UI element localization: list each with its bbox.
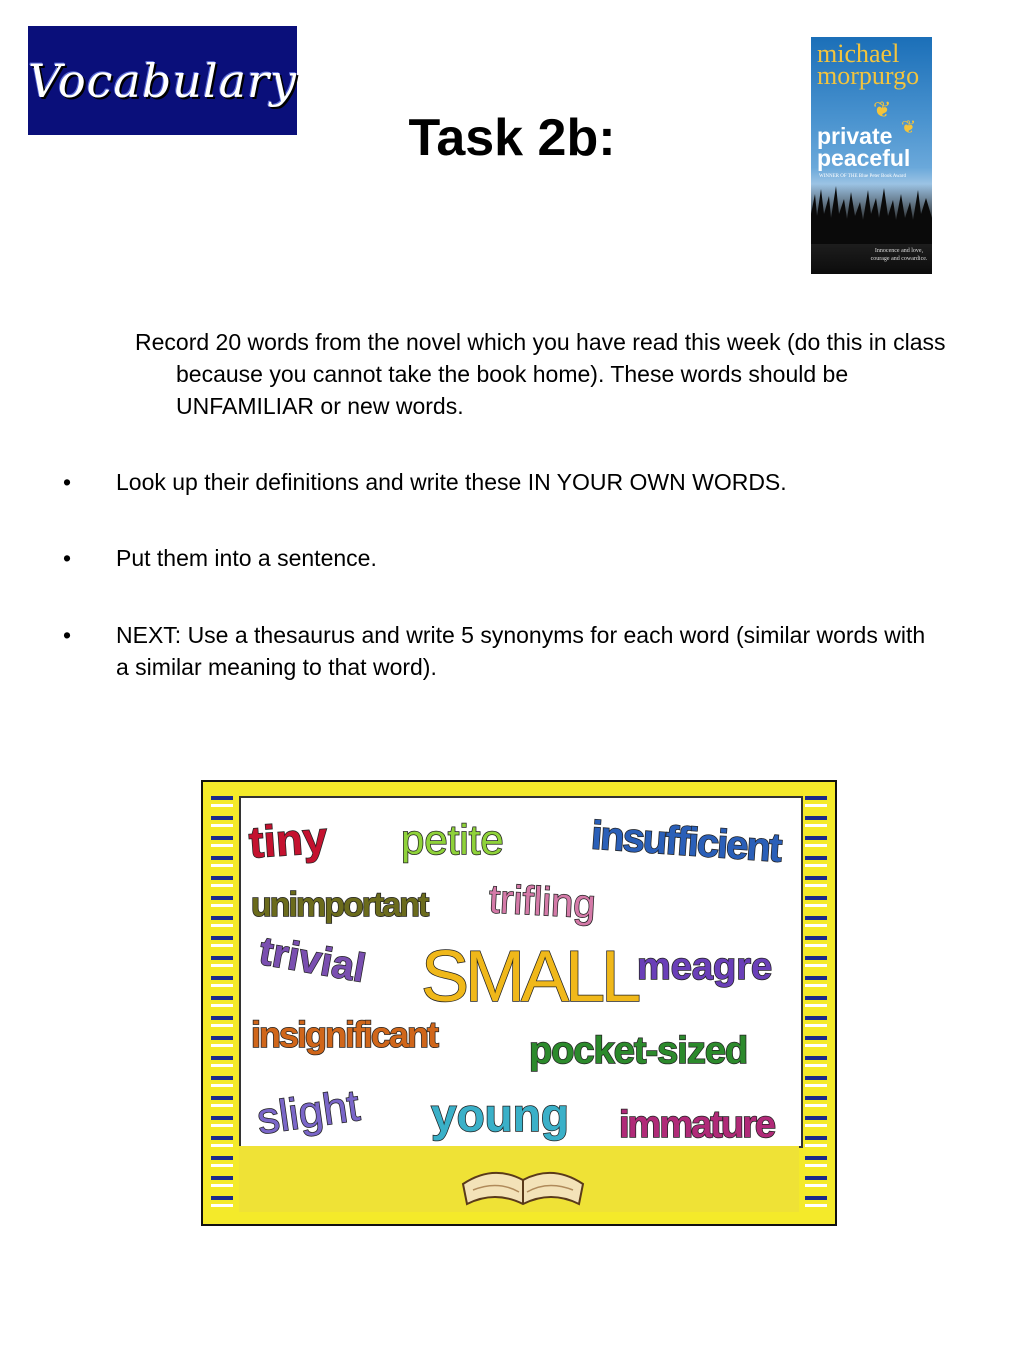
poster-word: insignificant (251, 1014, 438, 1055)
poster-word: tiny (247, 813, 329, 868)
bullet-marker: • (63, 469, 72, 495)
bullet-marker: • (63, 622, 72, 648)
page-title: Task 2b: (408, 109, 616, 167)
bullet-marker: • (63, 545, 72, 571)
book-award: WINNER OF THE Blue Peter Book Award (819, 174, 906, 179)
open-book-icon (453, 1154, 593, 1210)
poster-word: immature (619, 1104, 775, 1146)
book-cover-image (811, 37, 932, 274)
bullet-item (63, 619, 933, 683)
bullet-text: NEXT: Use a thesaurus and write 5 synonyms for each word (similar words with a similar meaning to that word). (116, 622, 926, 680)
bullet-item (63, 542, 933, 574)
poster-word: insufficient (589, 813, 782, 871)
poster-word: trivial (256, 929, 369, 991)
poster-word: pocket-sized (529, 1030, 748, 1072)
logo-text: Vocabulary (27, 53, 298, 108)
book-author: michael morpurgo (817, 39, 920, 90)
poster-word: trifling (487, 877, 597, 927)
book-title: private peaceful (817, 123, 911, 171)
intro-paragraph: Record 20 words from the novel which you have read this week (do this in class because you cannot take the book home). These words should be UNFAMILIAR or new words. (135, 329, 946, 419)
poster-border-strip (211, 796, 233, 1210)
poster-word: slight (254, 1081, 363, 1144)
poster-word: SMALL (421, 937, 638, 1017)
poster-word-board (239, 796, 803, 1148)
bullet-item (63, 466, 933, 498)
butterfly-icon: ❦ (901, 117, 917, 137)
grass-silhouette-icon (811, 184, 932, 244)
poster-word: unimportant (251, 886, 428, 924)
poster-word: young (431, 1089, 569, 1141)
bullet-text: Look up their definitions and write these IN YOUR OWN WORDS. (116, 469, 787, 495)
synonyms-poster-image (201, 780, 837, 1226)
book-tagline: Innocence and love, courage and cowardice. (870, 248, 928, 262)
butterfly-icon: ❦ (873, 97, 892, 122)
poster-word: petite (401, 816, 504, 863)
poster-border-strip (805, 796, 827, 1210)
poster-word: meagre (637, 946, 773, 988)
bullet-text: Put them into a sentence. (116, 545, 377, 571)
